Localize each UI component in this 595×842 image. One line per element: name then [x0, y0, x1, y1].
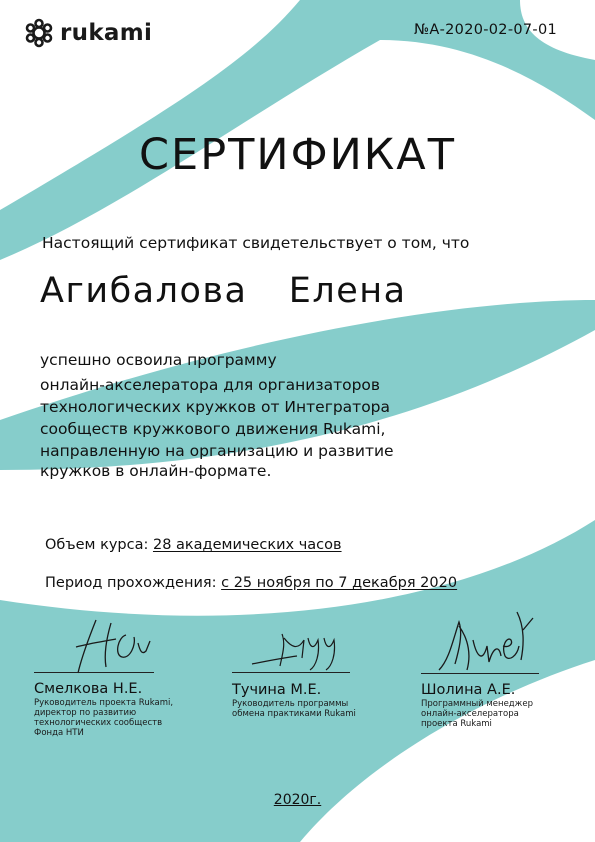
study-period	[45, 575, 457, 591]
role-line: Руководитель проекта Rukami,	[34, 698, 174, 708]
description-line: сообществ кружкового движения Rukami,	[40, 420, 386, 438]
description-line: технологических кружков от Интегратора	[40, 398, 391, 416]
handwritten-signature-2	[242, 620, 352, 675]
course-volume	[45, 537, 342, 553]
role-line: технологических сообществ	[34, 718, 163, 728]
course-volume-label: Объем курса:	[45, 537, 153, 553]
handwritten-signature-1	[56, 615, 156, 675]
study-period-label: Период прохождения:	[45, 575, 222, 591]
role-line: онлайн-акселератора	[421, 709, 519, 719]
logo-text: rukami	[60, 20, 153, 46]
description-line: кружков в онлайн-формате.	[40, 462, 272, 480]
certificate-number: №А-2020-02-07-01	[414, 22, 557, 38]
signatory-role	[232, 699, 356, 719]
description-line: успешно освоила программу	[40, 351, 277, 369]
role-line: Фонда НТИ	[34, 728, 84, 738]
intro-text: Настоящий сертификат свидетельствует о том, что	[42, 234, 470, 252]
course-volume-value: 28 академических часов	[152, 537, 342, 553]
study-period-value: с 25 ноября по 7 декабря 2020	[221, 575, 458, 591]
signatory-name: Шолина А.Е.	[421, 682, 516, 698]
rukami-logo-icon	[24, 18, 54, 48]
signatory-role	[34, 698, 173, 738]
description-line: направленную на организацию и развитие	[40, 442, 394, 460]
signatory-name: Смелкова Н.Е.	[34, 681, 143, 697]
brand-logo	[24, 18, 152, 48]
recipient-name: Агибалова Елена	[40, 271, 407, 311]
certificate-title: СЕРТИФИКАТ	[139, 130, 456, 180]
certificate-year: 2020г.	[273, 792, 322, 808]
role-line: директор по развитию	[34, 708, 137, 718]
role-line: Программный менеджер	[421, 699, 533, 709]
role-line: Руководитель программы	[232, 699, 349, 709]
role-line: проекта Rukami	[421, 719, 492, 729]
role-line: обмена практиками Rukami	[232, 709, 356, 719]
handwritten-signature-3	[429, 600, 539, 678]
signatory-role	[421, 699, 533, 729]
signatory-name: Тучина М.Е.	[232, 682, 322, 698]
description-line: онлайн-акселератора для организаторов	[40, 376, 381, 394]
